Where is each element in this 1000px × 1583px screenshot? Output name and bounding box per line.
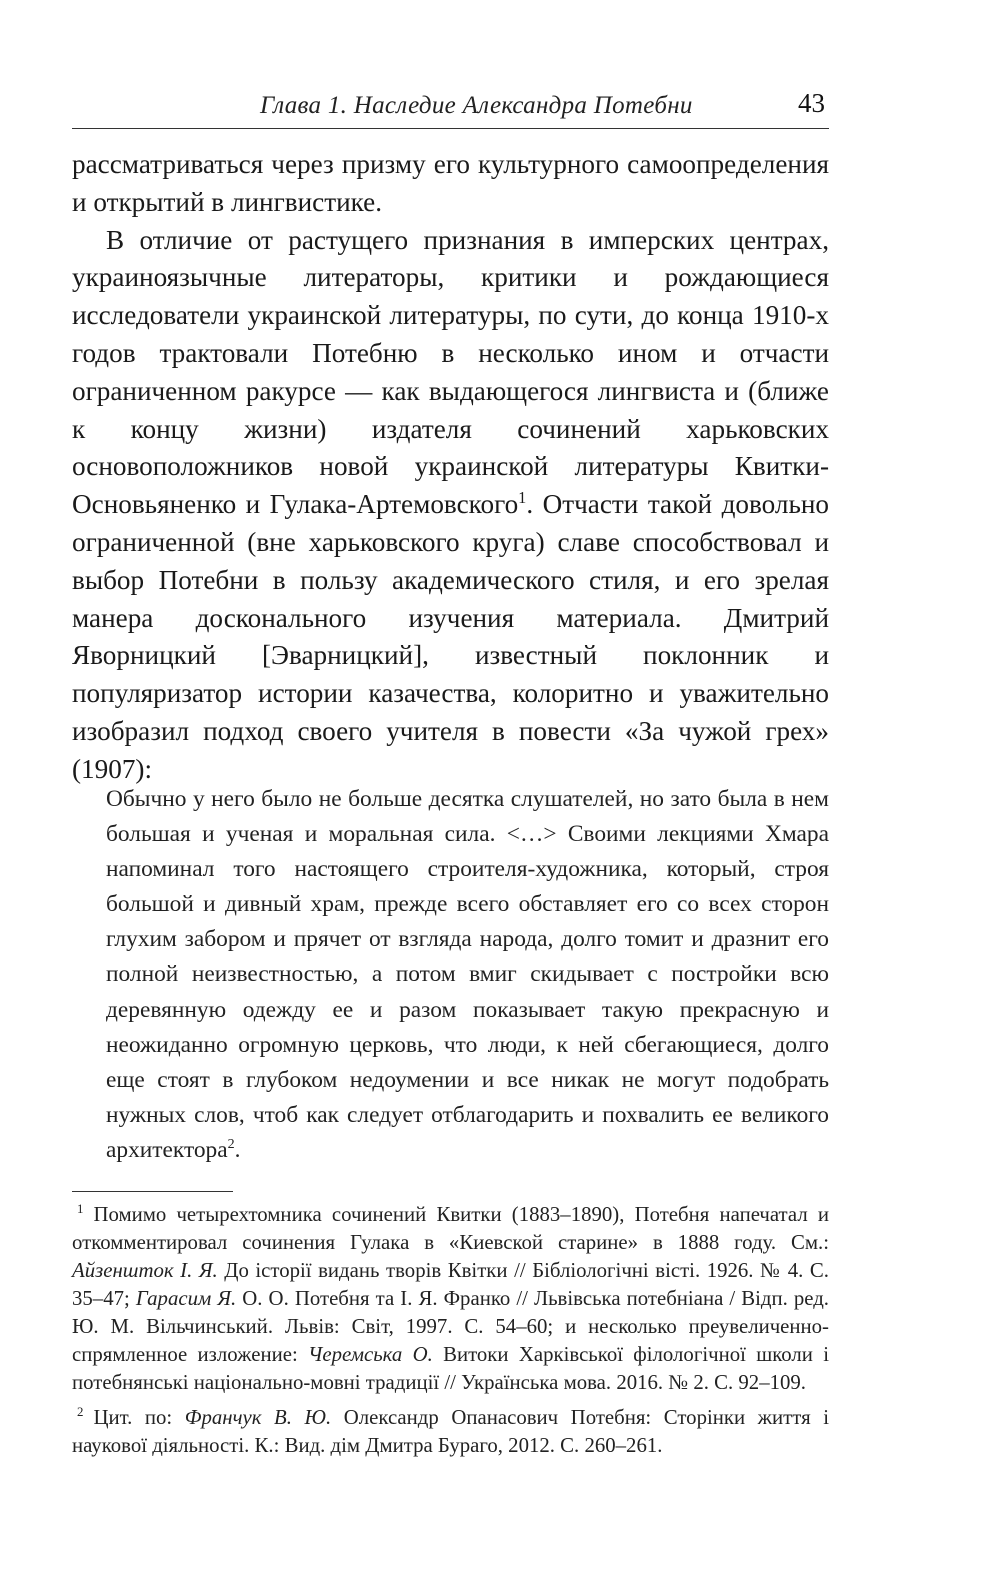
footnotes — [72, 1201, 829, 1467]
footnote-text: До історії видань творів Квітки // Бібліологічні вісті. 1926. № 4. С. 35–47; — [72, 1259, 829, 1310]
footnote-author: Айзеншток І. Я. — [72, 1259, 218, 1282]
quote-text: Обычно у него было не больше десятка слушателей, но зато была в нем большая и ученая и моральная сила. <…> Своими лекциями Хмара напоминал того настоящего строителя-художника, который, строя большой и дивный храм, прежде всего обставляет его со всех сторон глухим забором и прячет от взгляда народа, долго томит и дразнит его полной неизвестностью, а потом вмиг скидывает с постройки всю деревянную одежду ее и разом показывает такую прекрасную и неожиданно огромную церковь, что люди, к ней сбегающиеся, долго еще стоят в глубоком недоумении и все никак не могут подобрать нужных слов, чтоб как следует отблагодарить и похвалить ее великого архитектора — [106, 786, 829, 1163]
footnote-ref-1[interactable]: 1 — [518, 488, 527, 508]
footnote-2 — [72, 1404, 829, 1460]
footnote-text: Цит. по: — [93, 1406, 185, 1429]
running-header — [72, 88, 829, 129]
running-title: Глава 1. Наследие Александра Потебни — [260, 92, 693, 119]
footnote-mark: 1 — [77, 1202, 84, 1217]
paragraph-text-part1: В отличие от растущего признания в имперских центрах, украиноязычные литераторы, критики и рождающиеся исследователи украинской литературы, по сути, до конца 1910-х годов трактовали Потебню в несколько ином и отчасти ограниченном ракурсе — как выдающегося лингвиста и (ближе к концу жизни) издателя сочинений харьковских основоположников новой украинской литературы Квитки-Основьяненко и Гулака-Артемовского — [72, 224, 829, 520]
footnote-text: Помимо четырехтомника сочинений Квитки (1883–1890), Потебня напечатал и откомментировал сочинения Гулака в «Киевской старине» в 1888 году. См.: — [72, 1203, 829, 1254]
main-text — [72, 146, 829, 789]
paragraph-text-part2: . Отчасти такой довольно ограниченной (вне харьковского круга) славе способствовал и выбор Потебни в пользу академического стиля, и его зрелая манера досконального изучения материала. Дмитрий Яворницкий [Эварницкий], известный поклонник и популяризатор истории казачества, колоритно и уважительно изобразил подход своего учителя в повести «За чужой грех» (1907): — [72, 489, 829, 784]
paragraph — [72, 222, 829, 789]
footnote-1 — [72, 1201, 829, 1397]
footnote-author: Франчук В. Ю. — [184, 1406, 332, 1429]
footnote-ref-2[interactable]: 2 — [227, 1136, 235, 1153]
footnote-mark: 2 — [77, 1405, 84, 1420]
footnote-separator — [72, 1191, 233, 1192]
footnote-text: Олександр Опанасович Потебня: Сторінки життя і наукової діяльності. К.: Вид. дім Дмитра Бураго, 2012. С. 260–261. — [72, 1406, 829, 1457]
quote-end: . — [234, 1136, 241, 1163]
page-number: 43 — [798, 88, 825, 118]
footnote-text: О. О. Потебня та І. Я. Франко // Львівська потебніана / Відп. ред. Ю. М. Вільчинський. Львів: Світ, 1997. С. 54–60; и несколько преувеличенно-спрямленное изложение: — [72, 1287, 829, 1366]
quote-paragraph — [106, 782, 829, 1168]
paragraph-continuation: рассматриваться через призму его культурного самоопределения и открытий в лингвистике. — [72, 149, 829, 217]
footnote-author: Черемська О. — [308, 1343, 433, 1366]
footnote-author: Гарасим Я. — [135, 1287, 237, 1310]
footnote-text: Витоки Харківської філологічної школи і потебнянські національно-мовні традиції // Українська мова. 2016. № 2. С. 92–109. — [72, 1343, 829, 1394]
block-quote — [106, 782, 829, 1168]
